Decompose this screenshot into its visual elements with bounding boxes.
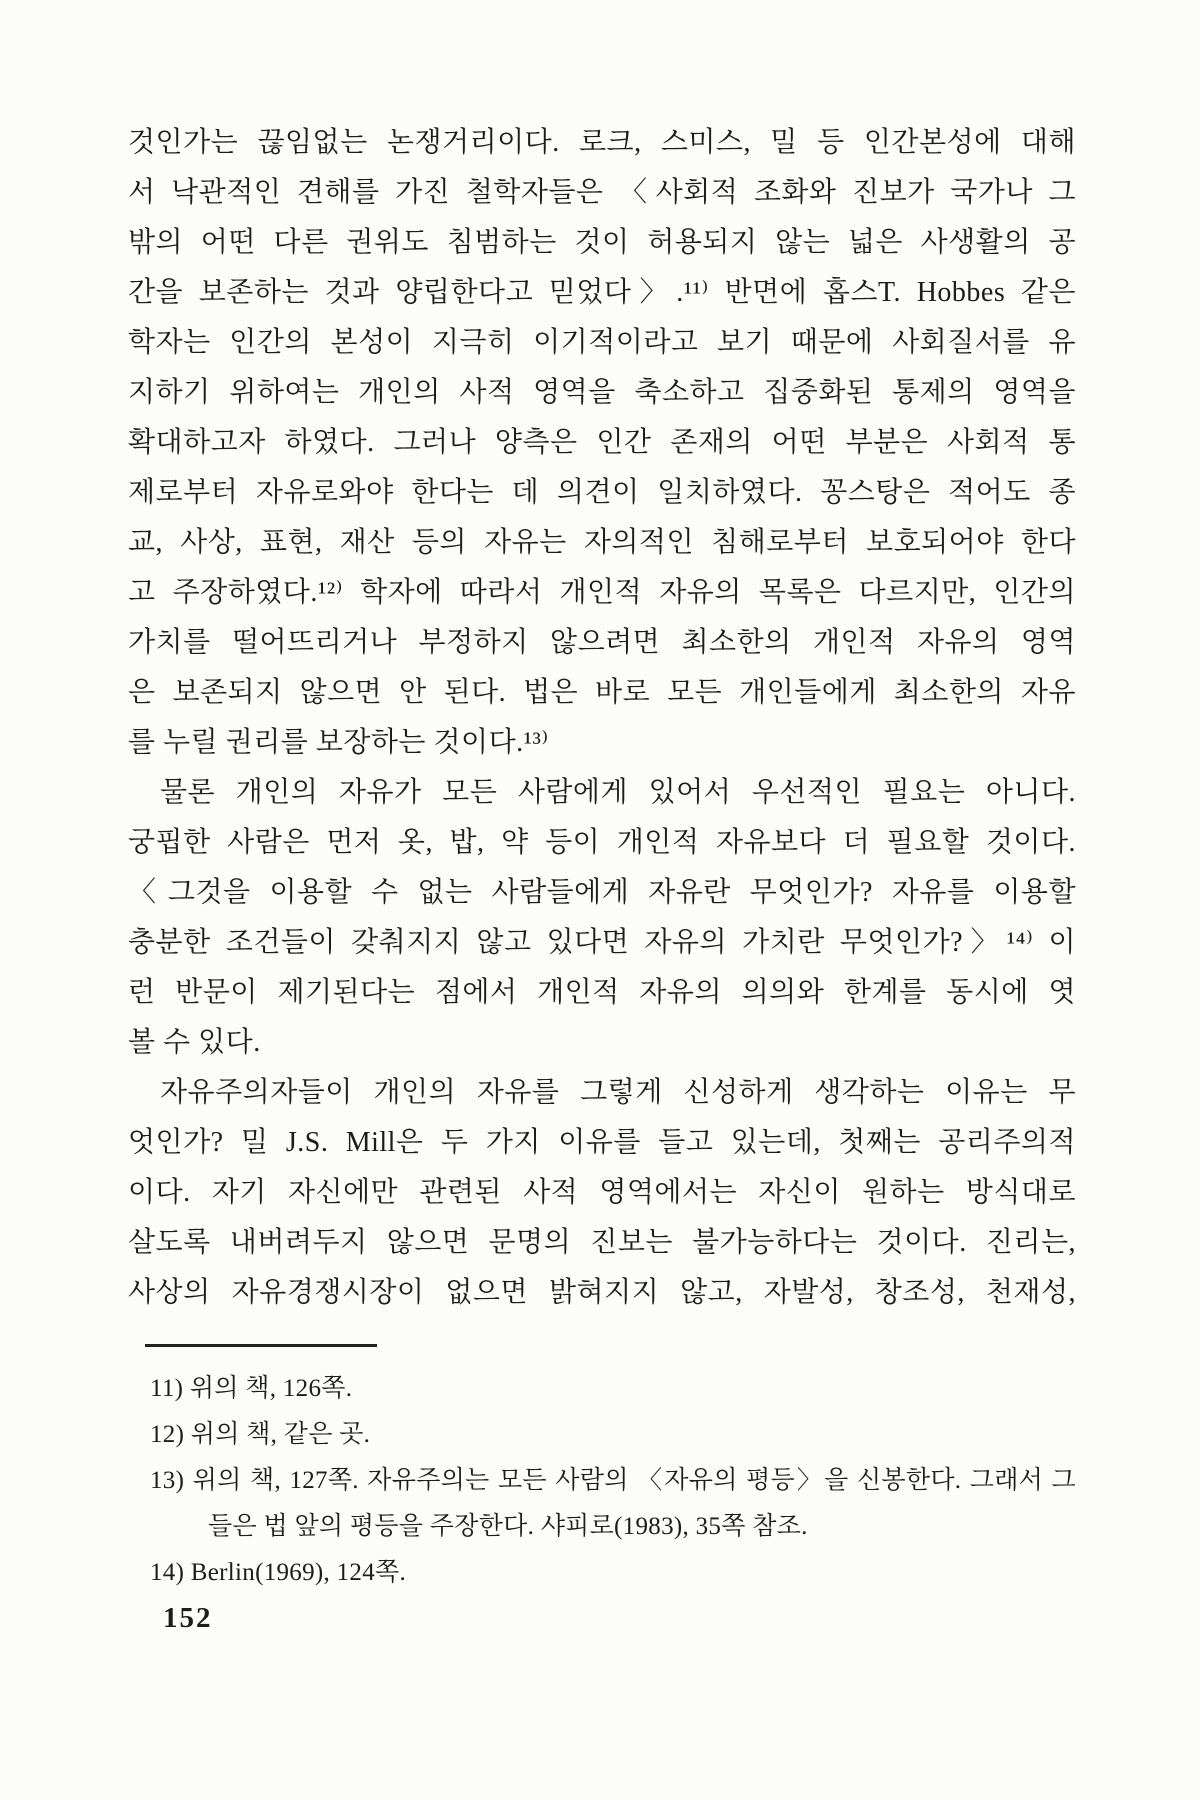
- page-number: 152: [163, 1602, 213, 1634]
- text-line: 사상의 자유경쟁시장이 없으면 밝혀지지 않고, 자발성, 창조성, 천재성,: [128, 1277, 1076, 1308]
- footnote-line: 들은 법 앞의 평등을 주장한다. 샤피로(1983), 35쪽 참조.: [208, 1513, 808, 1540]
- footnote-line: 13) 위의 책, 127쪽. 자유주의는 모든 사람의 〈자유의 평등〉을 신봉한다. 그래서 그: [150, 1467, 1076, 1494]
- text-line: 자유주의자들이 개인의 자유를 그렇게 신성하게 생각하는 이유는 무: [160, 1077, 1076, 1108]
- text-line: 충분한 조건들이 갖춰지지 않고 있다면 자유의 가치란 무엇인가?〉¹⁴⁾ 이: [128, 927, 1076, 958]
- text-line: 고 주장하였다.¹²⁾ 학자에 따라서 개인적 자유의 목록은 다르지만, 인간의: [128, 577, 1076, 608]
- text-line: 교, 사상, 표현, 재산 등의 자유는 자의적인 침해로부터 보호되어야 한다: [128, 527, 1076, 558]
- text-line: 서 낙관적인 견해를 가진 철학자들은 〈사회적 조화와 진보가 국가나 그: [128, 177, 1076, 208]
- text-line: 것인가는 끊임없는 논쟁거리이다. 로크, 스미스, 밀 등 인간본성에 대해: [128, 127, 1076, 158]
- footnote-separator-rule: [145, 1344, 377, 1347]
- text-line: 볼 수 있다.: [128, 1027, 261, 1058]
- text-line: 은 보존되지 않으면 안 된다. 법은 바로 모든 개인들에게 최소한의 자유: [128, 677, 1076, 708]
- footnote-line: 14) Berlin(1969), 124쪽.: [150, 1559, 407, 1586]
- text-line: 살도록 내버려두지 않으면 문명의 진보는 불가능하다는 것이다. 진리는,: [128, 1227, 1076, 1258]
- text-line: 를 누릴 권리를 보장하는 것이다.¹³⁾: [128, 727, 549, 758]
- text-line: 학자는 인간의 본성이 지극히 이기적이라고 보기 때문에 사회질서를 유: [128, 327, 1076, 358]
- text-line: 런 반문이 제기된다는 점에서 개인적 자유의 의의와 한계를 동시에 엿: [128, 977, 1076, 1008]
- text-line: 간을 보존하는 것과 양립한다고 믿었다〉.¹¹⁾ 반면에 홉스T. Hobbes 같은: [128, 277, 1076, 308]
- footnote-line: 12) 위의 책, 같은 곳.: [150, 1421, 371, 1448]
- text-line: 밖의 어떤 다른 권위도 침범하는 것이 허용되지 않는 넓은 사생활의 공: [128, 227, 1076, 258]
- text-line: 이다. 자기 자신에만 관련된 사적 영역에서는 자신이 원하는 방식대로: [128, 1177, 1076, 1208]
- text-line: 물론 개인의 자유가 모든 사람에게 있어서 우선적인 필요는 아니다.: [160, 777, 1076, 808]
- text-line: 확대하고자 하였다. 그러나 양측은 인간 존재의 어떤 부분은 사회적 통: [128, 427, 1076, 458]
- text-line: 엇인가? 밀 J.S. Mill은 두 가지 이유를 들고 있는데, 첫째는 공리주의적: [128, 1127, 1076, 1158]
- footnote-line: 11) 위의 책, 126쪽.: [150, 1375, 353, 1402]
- body-text: [128, 118, 1076, 1318]
- text-line: 〈그것을 이용할 수 없는 사람들에게 자유란 무엇인가? 자유를 이용할: [128, 877, 1076, 908]
- footnotes: [150, 1366, 1076, 1596]
- text-line: 지하기 위하여는 개인의 사적 영역을 축소하고 집중화된 통제의 영역을: [128, 377, 1076, 408]
- text-line: 가치를 떨어뜨리거나 부정하지 않으려면 최소한의 개인적 자유의 영역: [128, 627, 1076, 658]
- text-line: 제로부터 자유로와야 한다는 데 의견이 일치하였다. 꽁스탕은 적어도 종: [128, 477, 1076, 508]
- text-line: 궁핍한 사람은 먼저 옷, 밥, 약 등이 개인적 자유보다 더 필요할 것이다.: [128, 827, 1076, 858]
